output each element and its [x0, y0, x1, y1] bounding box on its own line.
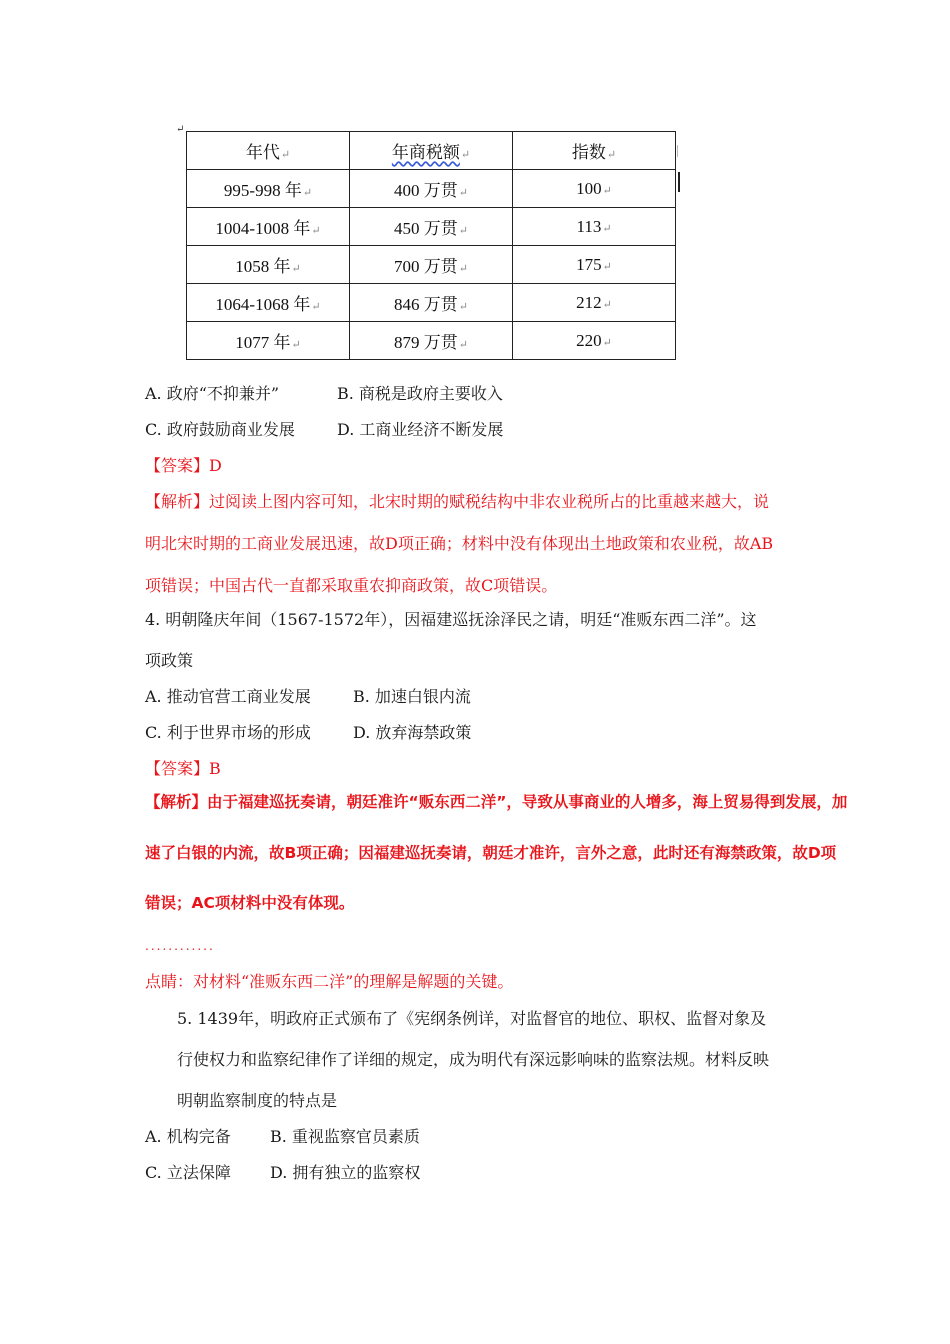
para-mark: ↵ — [302, 187, 313, 199]
header-cell-era — [187, 132, 350, 170]
cell-text: 700 万贯 — [394, 257, 458, 276]
q5-stem-line-2: 行使权力和监察纪律作了详细的规定，成为明代有深远影响味的监察法规。材料反映 — [177, 1050, 770, 1069]
q3-option-c: C. 政府鼓励商业发展 — [145, 420, 295, 439]
para-mark: ↵ — [458, 187, 468, 199]
para-mark: ↵ — [311, 301, 321, 313]
table-cell — [513, 208, 676, 246]
q5-option-a: A. 机构完备 — [145, 1127, 231, 1146]
table-cell — [350, 208, 513, 246]
q3-option-a: A. 政府“不抑兼并” — [145, 384, 280, 403]
table-cell — [187, 284, 350, 322]
table-edge-mark — [677, 145, 678, 157]
para-mark: ↵ — [602, 222, 612, 235]
cell-text: 212 — [576, 292, 602, 312]
table-row — [187, 322, 676, 360]
table-cell — [350, 284, 513, 322]
analysis-tag: 【解析】 — [145, 793, 208, 811]
para-mark: ↵ — [602, 184, 612, 197]
para-mark: ↵ — [458, 339, 468, 351]
header-label: 指数 — [571, 143, 606, 162]
para-mark: ↵ — [460, 149, 471, 161]
table-cell — [187, 208, 350, 246]
header-cell-index — [513, 132, 676, 170]
answer-tag: 【答案】 — [145, 456, 210, 475]
para-mark: ↵ — [602, 260, 612, 273]
para-mark: ↵ — [291, 263, 301, 275]
cell-text: 1004-1008 年 — [215, 219, 311, 238]
q4-dots: ............ — [145, 939, 215, 953]
q5-stem-line-1: 5. 1439年，明政府正式颁布了《宪纲条例详，对监督官的地位、职权、监督对象及 — [177, 1009, 767, 1028]
table-cell — [513, 284, 676, 322]
header-label: 年代 — [245, 143, 280, 162]
cell-text: 1077 年 — [235, 333, 291, 352]
table-cell — [187, 170, 350, 208]
para-mark: ↵ — [311, 225, 321, 237]
cell-text: 113 — [576, 216, 602, 236]
tax-table — [186, 131, 676, 360]
q4-option-d: D. 放弃海禁政策 — [353, 723, 472, 742]
table-row — [187, 170, 676, 208]
para-mark: ↵ — [602, 298, 612, 311]
table-cell — [187, 246, 350, 284]
q4-option-c: C. 利于世界市场的形成 — [145, 723, 311, 742]
para-mark: ↵ — [458, 225, 468, 237]
cell-text: 220 — [576, 330, 602, 350]
analysis-text: 由于福建巡抚奏请，朝廷准许“贩东西二洋”，导致从事商业的人增多，海上贸易得到发展，加 — [207, 793, 848, 811]
para-mark: ↵ — [291, 339, 301, 351]
cell-text: 846 万贯 — [394, 295, 458, 314]
cell-text: 1064-1068 年 — [215, 295, 311, 314]
q4-stem-line-2: 项政策 — [145, 651, 194, 670]
cell-text: 1058 年 — [235, 257, 291, 276]
q4-stem-line-1: 4. 明朝隆庆年间（1567-1572年），因福建巡抚涂泽民之请，明廷“准贩东西二洋”。这 — [145, 610, 757, 629]
q3-answer — [145, 456, 222, 476]
table-header-row — [187, 132, 676, 170]
table-row — [187, 208, 676, 246]
analysis-text: 过阅读上图内容可知，北宋时期的赋税结构中非农业税所占的比重越来越大，说 — [209, 492, 770, 511]
q4-tip: 点睛：对材料“准贩东西二洋”的理解是解题的关键。 — [145, 972, 514, 991]
cell-text: 175 — [576, 254, 602, 274]
cell-text: 995-998 年 — [223, 181, 302, 200]
table-cell — [350, 170, 513, 208]
q3-analysis-line-2: 明北宋时期的工商业发展迅速，故D项正确；材料中没有体现出土地政策和农业税，故AB — [145, 534, 774, 553]
text-cursor — [678, 172, 680, 192]
para-mark: ↵ — [602, 336, 612, 349]
q4-analysis-line-3: 错误；AC项材料中没有体现。 — [145, 894, 355, 912]
cell-text: 100 — [576, 178, 602, 198]
answer-tag: 【答案】 — [145, 759, 210, 778]
q3-option-d: D. 工商业经济不断发展 — [337, 420, 504, 439]
analysis-tag: 【解析】 — [145, 492, 210, 511]
cell-text: 879 万贯 — [394, 333, 458, 352]
q4-analysis-line-2: 速了白银的内流，故B项正确；因福建巡抚奏请，朝廷才准许，言外之意，此时还有海禁政策，故D项 — [145, 844, 837, 862]
answer-value: B — [209, 759, 221, 778]
para-mark: ↵ — [458, 263, 468, 275]
q4-analysis-line-1 — [145, 792, 847, 812]
table-cell — [187, 322, 350, 360]
cell-text: 400 万贯 — [394, 181, 458, 200]
table-row — [187, 284, 676, 322]
table-cell — [513, 322, 676, 360]
table-cell — [350, 246, 513, 284]
header-cell-tax — [350, 132, 513, 170]
q5-stem-line-3: 明朝监察制度的特点是 — [177, 1091, 338, 1110]
answer-value: D — [209, 456, 222, 475]
header-label: 年商税额 — [391, 143, 460, 162]
q3-analysis-line-3: 项错误；中国古代一直都采取重农抑商政策，故C项错误。 — [145, 576, 558, 595]
q3-analysis-line-1 — [145, 492, 769, 512]
q5-option-d: D. 拥有独立的监察权 — [270, 1163, 421, 1182]
table-cell — [513, 170, 676, 208]
table-cell — [350, 322, 513, 360]
anchor-mark: ↵ — [176, 124, 185, 135]
para-mark: ↵ — [280, 149, 291, 161]
q3-option-b: B. 商税是政府主要收入 — [337, 384, 503, 403]
q4-option-a: A. 推动官营工商业发展 — [145, 687, 311, 706]
q5-option-c: C. 立法保障 — [145, 1163, 231, 1182]
q5-option-b: B. 重视监察官员素质 — [270, 1127, 420, 1146]
q4-option-b: B. 加速白银内流 — [353, 687, 471, 706]
cell-text: 450 万贯 — [394, 219, 458, 238]
table-row — [187, 246, 676, 284]
q4-answer — [145, 759, 221, 779]
para-mark: ↵ — [458, 301, 468, 313]
table-cell — [513, 246, 676, 284]
para-mark: ↵ — [606, 149, 617, 161]
